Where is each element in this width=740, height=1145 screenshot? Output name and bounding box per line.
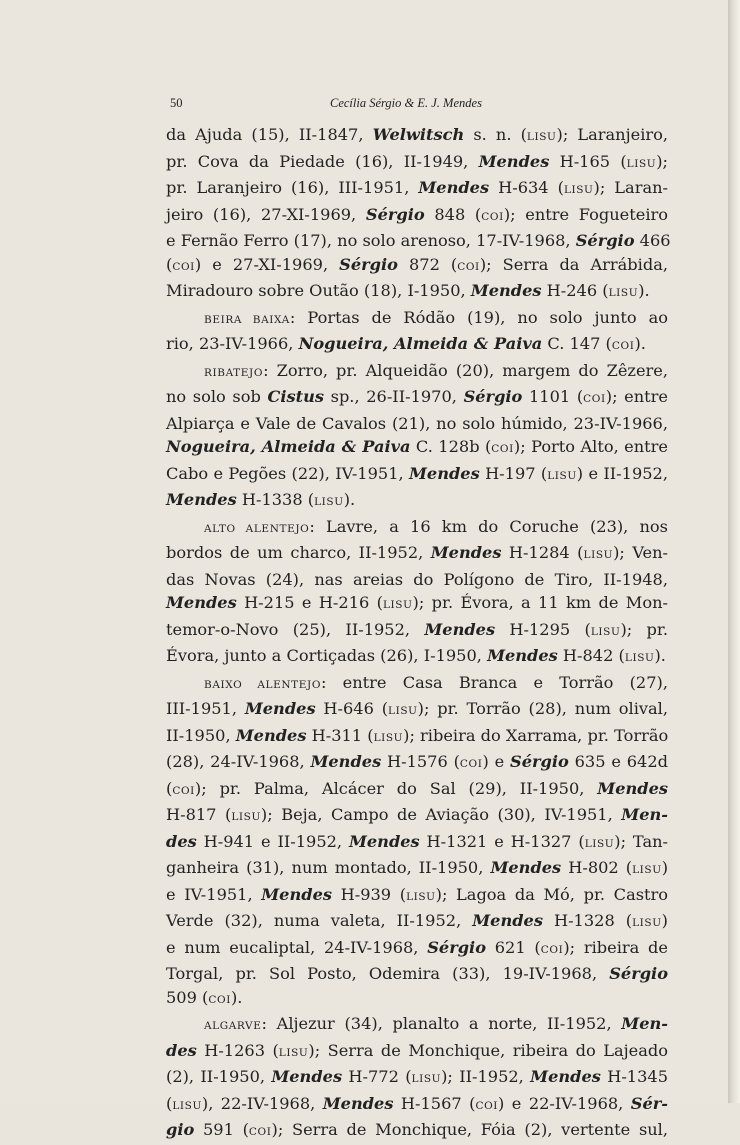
text-run: 621 ( bbox=[486, 937, 541, 957]
small-caps-term: BAIXO ALENTEJO bbox=[204, 678, 322, 691]
text-run: ); pr. Torrão (28), num olival, bbox=[417, 699, 669, 718]
text-run: H-1263 ( bbox=[196, 1040, 279, 1060]
text-line bbox=[166, 150, 668, 177]
text-run: ). bbox=[638, 281, 650, 300]
text-line bbox=[166, 644, 668, 671]
small-caps-term: COI bbox=[475, 1099, 499, 1112]
text-run: jeiro (16), 27-XI-1969, bbox=[166, 204, 366, 224]
running-title: Cecília Sérgio & E. J. Mendes bbox=[330, 96, 482, 110]
text-line bbox=[166, 541, 668, 568]
text-line bbox=[166, 203, 668, 230]
text-run: sp., 26-II-1970, bbox=[324, 387, 464, 406]
text-line bbox=[166, 591, 668, 618]
page-header bbox=[170, 96, 664, 116]
small-caps-term: LISU bbox=[314, 496, 344, 508]
text-line bbox=[166, 1118, 668, 1145]
collector-name: Sérgio bbox=[463, 387, 523, 406]
text-line bbox=[166, 515, 668, 542]
small-caps-term: RIBATEJO bbox=[204, 366, 264, 379]
text-run: ); ribeira de bbox=[563, 937, 668, 957]
collector-name: Mendes bbox=[235, 725, 307, 745]
text-run: 1101 ( bbox=[522, 387, 584, 406]
small-caps-term: LISU bbox=[626, 157, 657, 170]
text-run: ); pr. Évora, a 11 km de Mon- bbox=[412, 593, 668, 612]
text-line bbox=[166, 359, 668, 386]
collector-name: Mendes bbox=[490, 858, 562, 877]
text-run: ); Serra de Monchique, Fóia (2), vertente sul, bbox=[271, 1120, 668, 1139]
collector-name: des bbox=[166, 1040, 197, 1060]
text-run: 635 e 642d bbox=[568, 752, 668, 771]
page-number: 50 bbox=[170, 96, 183, 110]
small-caps-term: COI bbox=[208, 993, 231, 1006]
text-run: ). bbox=[634, 334, 646, 353]
collector-name: Sér- bbox=[630, 1093, 669, 1113]
text-run: ); entre Fogueteiro bbox=[503, 204, 668, 224]
text-run: H-215 e H-216 ( bbox=[236, 593, 383, 612]
text-run: ) e bbox=[482, 752, 511, 771]
small-caps-term: COI bbox=[491, 443, 514, 455]
text-run: H-1321 e H-1327 ( bbox=[419, 831, 585, 851]
small-caps-term: LISU bbox=[388, 705, 418, 717]
text-run: H-1328 ( bbox=[542, 911, 633, 930]
collector-name: Sérgio bbox=[339, 254, 398, 274]
text-run: ); Serra de Monchique, ribeira do Lajeado bbox=[308, 1040, 668, 1060]
text-run: ); bbox=[656, 151, 669, 171]
text-run: C. 128b ( bbox=[410, 437, 492, 456]
collector-name: gio bbox=[166, 1120, 195, 1139]
text-run: 509 ( bbox=[166, 987, 209, 1007]
small-caps-term: LISU bbox=[632, 917, 662, 929]
text-run: Alpiarça e Vale de Cavalos (21), no solo húmido, 23-IV-1966, bbox=[166, 413, 668, 433]
text-line bbox=[166, 856, 668, 883]
collector-name: Mendes bbox=[418, 178, 490, 197]
text-line bbox=[166, 618, 668, 645]
text-line bbox=[166, 962, 668, 986]
collector-name: Sérgio bbox=[427, 937, 486, 957]
text-line bbox=[166, 1012, 668, 1039]
text-line bbox=[166, 306, 668, 333]
text-run: ) e 22-IV-1968, bbox=[498, 1093, 631, 1113]
text-run: e Fernão Ferro (17), no solo arenoso, 17-IV-1968, bbox=[166, 231, 576, 250]
text-run: H-311 ( bbox=[306, 725, 374, 745]
text-run: s. n. ( bbox=[464, 125, 527, 144]
small-caps-term: LISU bbox=[608, 287, 639, 299]
text-line bbox=[166, 697, 668, 724]
text-run: H-197 ( bbox=[479, 463, 548, 483]
text-run: no solo sob bbox=[166, 387, 268, 406]
collector-name: Men- bbox=[621, 805, 668, 824]
text-line bbox=[166, 253, 668, 280]
collector-name: Mendes bbox=[430, 543, 502, 562]
text-run: H-802 ( bbox=[561, 858, 633, 877]
small-caps-term: COI bbox=[248, 1126, 272, 1138]
text-run: Torgal, pr. Sol Posto, Odemira (33), 19-IV-1968, bbox=[166, 964, 610, 983]
text-run: : Lavre, a 16 km do Coruche (23), nos bbox=[309, 516, 668, 536]
text-line bbox=[166, 176, 668, 203]
text-run: ganheira (31), num montado, II-1950, bbox=[166, 858, 491, 877]
text-line bbox=[166, 385, 668, 412]
collector-name: Mendes bbox=[244, 699, 316, 718]
small-caps-term: LISU bbox=[526, 131, 557, 143]
text-line bbox=[166, 568, 668, 592]
text-run: ). bbox=[654, 646, 666, 665]
text-run: H-246 ( bbox=[541, 281, 609, 300]
collector-name: Mendes bbox=[322, 1093, 394, 1113]
small-caps-term: BEIRA BAIXA bbox=[204, 313, 290, 326]
collector-name: Mendes bbox=[166, 593, 237, 612]
collector-name: des bbox=[166, 831, 197, 851]
text-run: Verde (32), numa valeta, II-1952, bbox=[166, 911, 473, 930]
text-run: ), 22-IV-1968, bbox=[201, 1093, 323, 1113]
text-run: Miradouro sobre Outão (18), I-1950, bbox=[166, 281, 471, 300]
collector-name: Welwitsch bbox=[372, 125, 465, 144]
small-caps-term: LISU bbox=[411, 1073, 442, 1085]
small-caps-term: COI bbox=[481, 210, 504, 223]
collector-name: Nogueira, Almeida & Paiva bbox=[166, 437, 411, 456]
small-caps-term: LISU bbox=[172, 1099, 202, 1112]
text-run: das Novas (24), nas areias do Polígono de Tiro, II-1948, bbox=[166, 569, 668, 589]
small-caps-term: COI bbox=[583, 393, 606, 405]
collector-name: Sérgio bbox=[575, 231, 635, 250]
text-line bbox=[166, 123, 668, 150]
text-run: 466 bbox=[634, 231, 671, 250]
text-run: ); Ven- bbox=[613, 543, 668, 562]
text-line bbox=[166, 671, 668, 698]
collector-name: Mendes bbox=[261, 884, 332, 904]
small-caps-term: COI bbox=[611, 340, 635, 352]
small-caps-term: LISU bbox=[624, 652, 655, 664]
text-line bbox=[166, 830, 668, 857]
text-run: ). bbox=[343, 490, 356, 509]
text-run: ); Lagoa da Mó, pr. Castro bbox=[435, 884, 669, 904]
text-line bbox=[166, 488, 668, 515]
collector-name: Mendes bbox=[424, 619, 496, 639]
text-run: C. 147 ( bbox=[542, 334, 612, 353]
small-caps-term: ALTO ALENTEJO bbox=[204, 522, 310, 535]
text-run: ); Beja, Campo de Aviação (30), IV-1951, bbox=[260, 805, 622, 824]
text-run: H-165 ( bbox=[549, 151, 627, 171]
small-caps-term: LISU bbox=[563, 184, 594, 196]
collector-name: Mendes bbox=[597, 778, 668, 798]
small-caps-term: LISU bbox=[231, 811, 261, 823]
text-run: ); Tan- bbox=[614, 831, 669, 851]
small-caps-term: LISU bbox=[382, 599, 413, 611]
text-run: ); II-1952, bbox=[441, 1067, 531, 1086]
text-run: e num eucaliptal, 24-IV-1968, bbox=[166, 937, 428, 957]
text-run: rio, 23-IV-1966, bbox=[166, 334, 299, 353]
text-run: ) e II-1952, bbox=[576, 463, 668, 483]
text-run: H-1338 ( bbox=[236, 490, 315, 509]
text-run: H-1295 ( bbox=[495, 619, 591, 639]
text-run: ); pr. Palma, Alcácer do Sal (29), II-1950, bbox=[194, 778, 598, 798]
text-run: : Zorro, pr. Alqueidão (20), margem do Zêzere, bbox=[263, 360, 668, 380]
text-run: ) bbox=[661, 911, 668, 930]
small-caps-term: COI bbox=[172, 260, 195, 273]
text-run: Évora, junto a Cortiçadas (26), I-1950, bbox=[166, 646, 488, 665]
small-caps-term: COI bbox=[457, 260, 480, 273]
text-run: ) bbox=[661, 858, 669, 877]
collector-name: Mendes bbox=[271, 1067, 343, 1086]
text-run: ); Laran- bbox=[593, 178, 668, 197]
text-line bbox=[166, 986, 668, 1013]
collector-name: Men- bbox=[621, 1014, 668, 1033]
text-run: temor-o-Novo (25), II-1952, bbox=[166, 619, 425, 639]
text-line bbox=[166, 909, 668, 936]
text-run: ); Porto Alto, entre bbox=[513, 437, 668, 456]
text-line bbox=[166, 279, 668, 306]
collector-name: Mendes bbox=[472, 911, 543, 930]
text-run: II-1950, bbox=[166, 725, 236, 745]
text-run: 872 ( bbox=[397, 254, 458, 274]
small-caps-term: ALGARVE bbox=[204, 1020, 262, 1032]
small-caps-term: LISU bbox=[373, 731, 404, 744]
text-line bbox=[166, 1092, 668, 1119]
text-run: : Aljezur (34), planalto a norte, II-1952, bbox=[261, 1014, 622, 1033]
text-run: da Ajuda (15), II-1847, bbox=[166, 125, 373, 144]
text-run: 591 ( bbox=[194, 1120, 249, 1139]
text-line bbox=[166, 462, 668, 489]
small-caps-term: COI bbox=[540, 943, 564, 956]
text-line bbox=[166, 724, 668, 751]
text-run: ); pr. bbox=[620, 619, 669, 639]
small-caps-term: LISU bbox=[547, 469, 577, 482]
collector-name: Mendes bbox=[409, 463, 480, 483]
text-run: ); Serra da Arrábida, bbox=[479, 254, 668, 274]
text-line bbox=[166, 332, 668, 359]
text-line bbox=[166, 777, 668, 804]
text-run: ); entre bbox=[605, 387, 668, 406]
small-caps-term: LISU bbox=[406, 890, 436, 903]
text-line bbox=[166, 412, 668, 436]
text-run: (28), 24-IV-1968, bbox=[166, 752, 311, 771]
small-caps-term: LISU bbox=[278, 1046, 309, 1059]
text-run: ( bbox=[166, 254, 173, 274]
collector-name: Mendes bbox=[166, 490, 237, 509]
small-caps-term: COI bbox=[459, 758, 483, 770]
text-run: H-646 ( bbox=[315, 699, 389, 718]
text-run: H-941 e II-1952, bbox=[196, 831, 349, 851]
collector-name: Sérgio bbox=[510, 752, 569, 771]
text-run: pr. Cova da Piedade (16), II-1949, bbox=[166, 151, 479, 171]
text-run: ); ribeira do Xarrama, pr. Torrão bbox=[403, 725, 669, 745]
collector-name: Mendes bbox=[310, 752, 382, 771]
text-run: (2), II-1950, bbox=[166, 1067, 272, 1086]
text-run: H-939 ( bbox=[331, 884, 407, 904]
body-text bbox=[166, 123, 671, 1145]
text-run: H-1345 bbox=[600, 1067, 668, 1086]
text-line bbox=[166, 936, 668, 963]
small-caps-term: LISU bbox=[590, 625, 621, 638]
text-run: H-772 ( bbox=[342, 1067, 412, 1086]
small-caps-term: LISU bbox=[584, 837, 615, 850]
small-caps-term: LISU bbox=[583, 549, 614, 561]
text-run: H-1567 ( bbox=[393, 1093, 476, 1113]
text-run: : Portas de Ródão (19), no solo junto ao bbox=[289, 307, 668, 327]
text-run: ). bbox=[230, 987, 243, 1007]
small-caps-term: COI bbox=[172, 784, 195, 797]
text-run: H-817 ( bbox=[166, 805, 232, 824]
text-run: e IV-1951, bbox=[166, 884, 262, 904]
text-run: ( bbox=[166, 1093, 173, 1113]
text-run: H-842 ( bbox=[557, 646, 625, 665]
book-spine-shadow bbox=[728, 0, 740, 1103]
text-line bbox=[166, 229, 671, 253]
text-line bbox=[166, 750, 668, 777]
collector-name: Mendes bbox=[487, 646, 558, 665]
collector-name: Cistus bbox=[267, 387, 324, 406]
collector-name: Mendes bbox=[470, 281, 542, 300]
collector-name: Mendes bbox=[478, 151, 550, 171]
text-run: bordos de um charco, II-1952, bbox=[166, 543, 431, 562]
text-run: ); Laranjeiro, bbox=[556, 125, 669, 144]
text-run: pr. Laranjeiro (16), III-1951, bbox=[166, 178, 419, 197]
text-run: : entre Casa Branca e Torrão (27), bbox=[321, 672, 668, 692]
text-run: 848 ( bbox=[424, 204, 482, 224]
text-line bbox=[166, 1039, 668, 1066]
collector-name: Mendes bbox=[348, 831, 420, 851]
collector-name: Mendes bbox=[530, 1067, 601, 1086]
collector-name: Nogueira, Almeida & Paiva bbox=[298, 334, 543, 353]
text-line bbox=[166, 883, 668, 910]
text-run: III-1951, bbox=[166, 699, 245, 718]
text-run: H-1576 ( bbox=[381, 752, 460, 771]
text-run: H-634 ( bbox=[489, 178, 564, 197]
collector-name: Sérgio bbox=[365, 204, 425, 224]
collector-name: Sérgio bbox=[609, 964, 668, 983]
text-run: Cabo e Pegões (22), IV-1951, bbox=[166, 463, 409, 483]
text-run: ) e 27-XI-1969, bbox=[194, 254, 340, 274]
text-run: ( bbox=[166, 778, 173, 798]
text-line bbox=[166, 803, 668, 830]
small-caps-term: LISU bbox=[632, 864, 662, 876]
text-line bbox=[166, 1065, 668, 1092]
text-run: H-1284 ( bbox=[501, 543, 584, 562]
text-line bbox=[166, 435, 668, 462]
